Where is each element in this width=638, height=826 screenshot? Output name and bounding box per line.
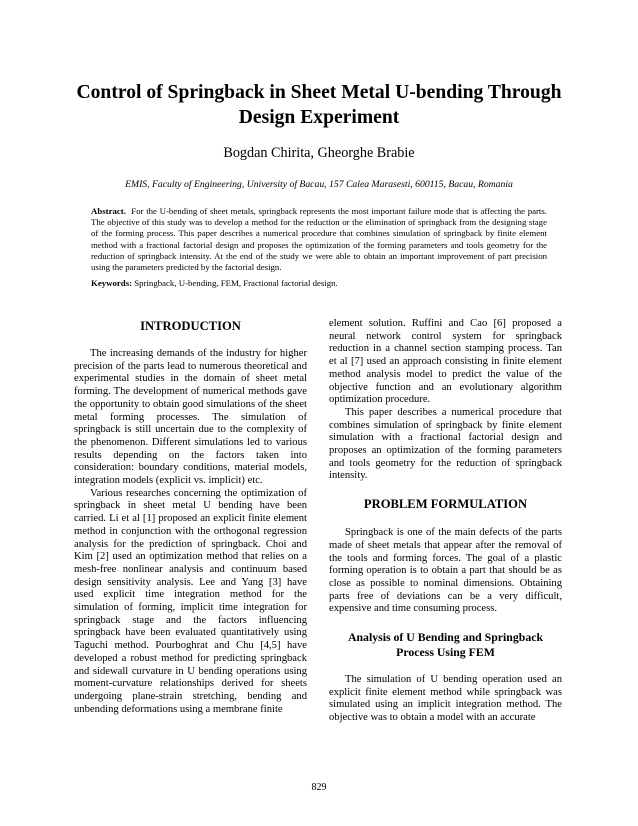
paragraph: The increasing demands of the industry for higher precision of the parts lead to numerous theoretical and experimental studies in the domain of sheet metal forming. The development of numerical methods gave the opportunity to obtain good simulations of the sheet metal forming processes. The simulation of springback is still uncertain due to the complexity of the phenomenon. Different simulations led to various results depending on the factors taken into consideration: boundary conditions, material models, integration models (explicit vs. implicit) etc. — [74, 348, 307, 487]
keywords-text: Springback, U-bending, FEM, Fractional factorial design. — [134, 278, 338, 288]
paragraph: This paper describes a numerical procedure that combines simulation of springback by finite element simulation with a fractional factorial design and proposes an optimization of the forming parameters and tools geometry for the reduction of springback intensity. — [329, 406, 562, 482]
paragraph: The simulation of U bending operation used an explicit finite element method while springback was simulated using an implicit integration method. The objective was to obtain a model with an accurate — [329, 674, 562, 724]
affiliation: EMIS, Faculty of Engineering, University of Bacau, 157 Calea Marasesti, 600115, Bacau, Romania — [125, 179, 513, 190]
paragraph: Various researches concerning the optimization of springback in sheet metal U bending have been carried. Li et al [1] proposed an explicit finite element method in conjunction with the orthogonal regression analysis for the prediction of springback. Choi and Kim [2] used an optimization method that relies on a mesh-free nonlinear analysis and continuum based design sensitivity analysis. Lee and Yang [3] have used explicit time integration method for the simulation of forming, implicit time integration for springback stage and the factors influencing springback have been evaluated quantitatively using Taguchi method. Pourboghrat and Chu [4,5] have developed a robust method for predicting springback and sidewall curvature in U bending operations using moment-curvature relationships derived for sheets undergoing plane-strain stretching, bending and unbending deformations using a membrane finite — [74, 487, 307, 715]
authors: Bogdan Chirita, Gheorghe Brabie — [223, 145, 415, 161]
section-heading-introduction: INTRODUCTION — [140, 319, 241, 333]
abstract-label: Abstract. — [91, 206, 126, 216]
paragraph: Springback is one of the main defects of the parts made of sheet metals that appear after the removal of the tools and forming forces. The goal of a plastic forming operation is to obtain a part that should be as close as possible to nominal dimensions. Obtaining parts free of deviations can be a very difficult, expensive and time consuming process. — [329, 527, 562, 615]
right-column — [329, 318, 562, 725]
abstract — [91, 206, 547, 273]
keywords-label: Keywords: — [91, 278, 133, 288]
keywords — [91, 278, 547, 289]
section-heading-problem-formulation: PROBLEM FORMULATION — [363, 497, 528, 512]
page-number: 829 — [311, 782, 327, 793]
paragraph: element solution. Ruffini and Cao [6] proposed a neural network control system for springback reduction in a channel section stamping process. Tan et al [7] used an approach consisting in finite element method analysis model to predict the value of the objective function and an evolutionary algorithm optimization procedure. — [329, 318, 562, 406]
paper-title: Control of Springback in Sheet Metal U-bending Through Design Experiment — [76, 82, 562, 128]
left-column — [74, 318, 307, 716]
subsection-heading-fem-analysis: Analysis of U Bending and Springback Process Using FEM — [347, 630, 544, 660]
abstract-text: For the U-bending of sheet metals, springback represents the most important failure mode that is affecting the parts. The objective of this study was to develop a method for the reduction or the elimination of springback from the designing stage of the forming process. This paper describes a numerical procedure that combines simulation of springback by finite element method with a fractional factorial design and proposes the optimization of the forming parameters and tools geometry for the reduction of springback intensity. At the end of the study we were able to obtain an important improvement of part precision using the parameters predicted by the factorial design. — [91, 206, 547, 273]
